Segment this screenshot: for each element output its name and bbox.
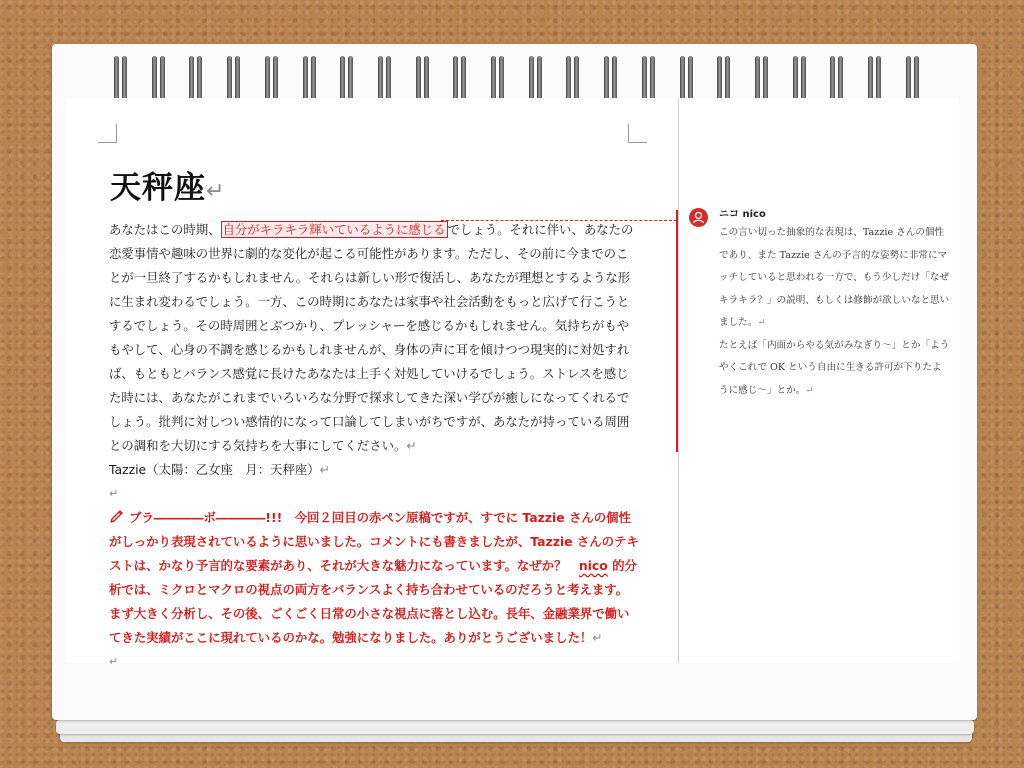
page-title xyxy=(110,162,225,207)
document-page[interactable] xyxy=(66,98,678,668)
paragraph-text: でしょう。それに伴い、あなたの恋愛事情や趣味の世界に劇的な変化が起こる可能性があります。ただし、その前に今までのことが一旦終了するかもしれません。それらは新しい形で復活し、あなたが理想とするような形に生まれ変わるでしょう。一方、この時期にあなたは家事や社会活動をもっと広げて行こうとするでしょう。その時周囲とぶつかり、プレッシャーを感じるかもしれません。気持ちがもやもやして、心身の不調を感じるかもしれませんが、身体の声に耳を傾けつつ現実的に対処すれば、もともとバランス感覚に長けたあなたは上手く対処していけるでしょう。ストレスを感じた時には、あなたがこれまでいろいろな分野で探求してきた深い学びが癒しになってくれるでしょう。批判に対しつい感情的になって口論してしまいがちですが、あなたが持っている周囲との調和を大切にする気持ちを大事にしてください。 xyxy=(109,222,634,453)
comment-pane xyxy=(678,98,959,663)
main-paragraph[interactable] xyxy=(109,218,639,458)
paragraph-mark: ↵ xyxy=(319,462,331,477)
feedback-text: ブラ――――ボ――――!!! 今回２回目の赤ペン原稿ですが、すでに Tazzie さんの個性がしっかり表現されているように思いました。コメントにも書きましたが、Tazzie さんのテキストは、かなり予言的な要素があり、それが大きな魅力になっています。なぜか？ xyxy=(109,510,639,573)
paragraph-mark: ↵ xyxy=(757,317,766,328)
margin-corner-mark xyxy=(98,124,117,143)
comment-paragraph xyxy=(719,222,951,335)
comment-body[interactable] xyxy=(719,222,951,402)
pencil-icon xyxy=(109,510,125,524)
comment-anchor-line xyxy=(441,220,682,221)
paragraph-mark: ↵ xyxy=(109,487,119,500)
empty-paragraph xyxy=(109,482,639,506)
paragraph-mark: ↵ xyxy=(109,655,119,668)
paragraph-mark: ↵ xyxy=(206,179,226,204)
comment-author: ニコ nico xyxy=(719,209,766,220)
back-sheet xyxy=(56,720,974,734)
feedback-text: 的分析では、ミクロとマクロの視点の両方をバランスよく持ち合わせているのだろうと考えます。まず大きく分析し、その後、ごくごく日常の小さな視点に落とし込む。長年、金融業界で働いてきた実績がここに現れているのかな。勉強になりました。ありがとうございました！ xyxy=(109,558,637,645)
commented-text-highlight[interactable]: 自分がキラキラ輝いているように感じる xyxy=(222,222,446,237)
paragraph-mark: ↵ xyxy=(592,630,603,645)
comment-text: この言い切った抽象的な表現は、Tazzie さんの個性であり、また Tazzie さんの予言的な姿勢に非常にマッチしていると思われる一方で、もう少しだけ「なぜキラキラ？」の説明、もしくは修飾が欲しいなと思いました。 xyxy=(719,227,950,328)
empty-paragraph xyxy=(109,650,639,674)
spellcheck-word[interactable]: nico xyxy=(578,558,608,573)
comment-paragraph xyxy=(719,335,951,403)
comment-text: たとえば「内面からやる気がみなぎり～」とか「ようやくこれで OK という自由に生きる許可が下りたように感じ～」とか。 xyxy=(719,339,950,396)
feedback-paragraph[interactable] xyxy=(109,506,639,650)
paragraph-mark: ↵ xyxy=(406,438,417,453)
signature-line xyxy=(109,458,639,482)
paragraph-mark: ↵ xyxy=(805,384,814,396)
margin-corner-mark xyxy=(628,124,647,143)
paragraph-text: あなたはこの時期、 xyxy=(109,222,221,237)
user-avatar-icon xyxy=(689,208,708,227)
signature-text: Tazzie（太陽：乙女座 月：天秤座） xyxy=(109,462,320,477)
title-text: 天秤座 xyxy=(110,170,206,206)
document-body[interactable] xyxy=(109,218,639,674)
